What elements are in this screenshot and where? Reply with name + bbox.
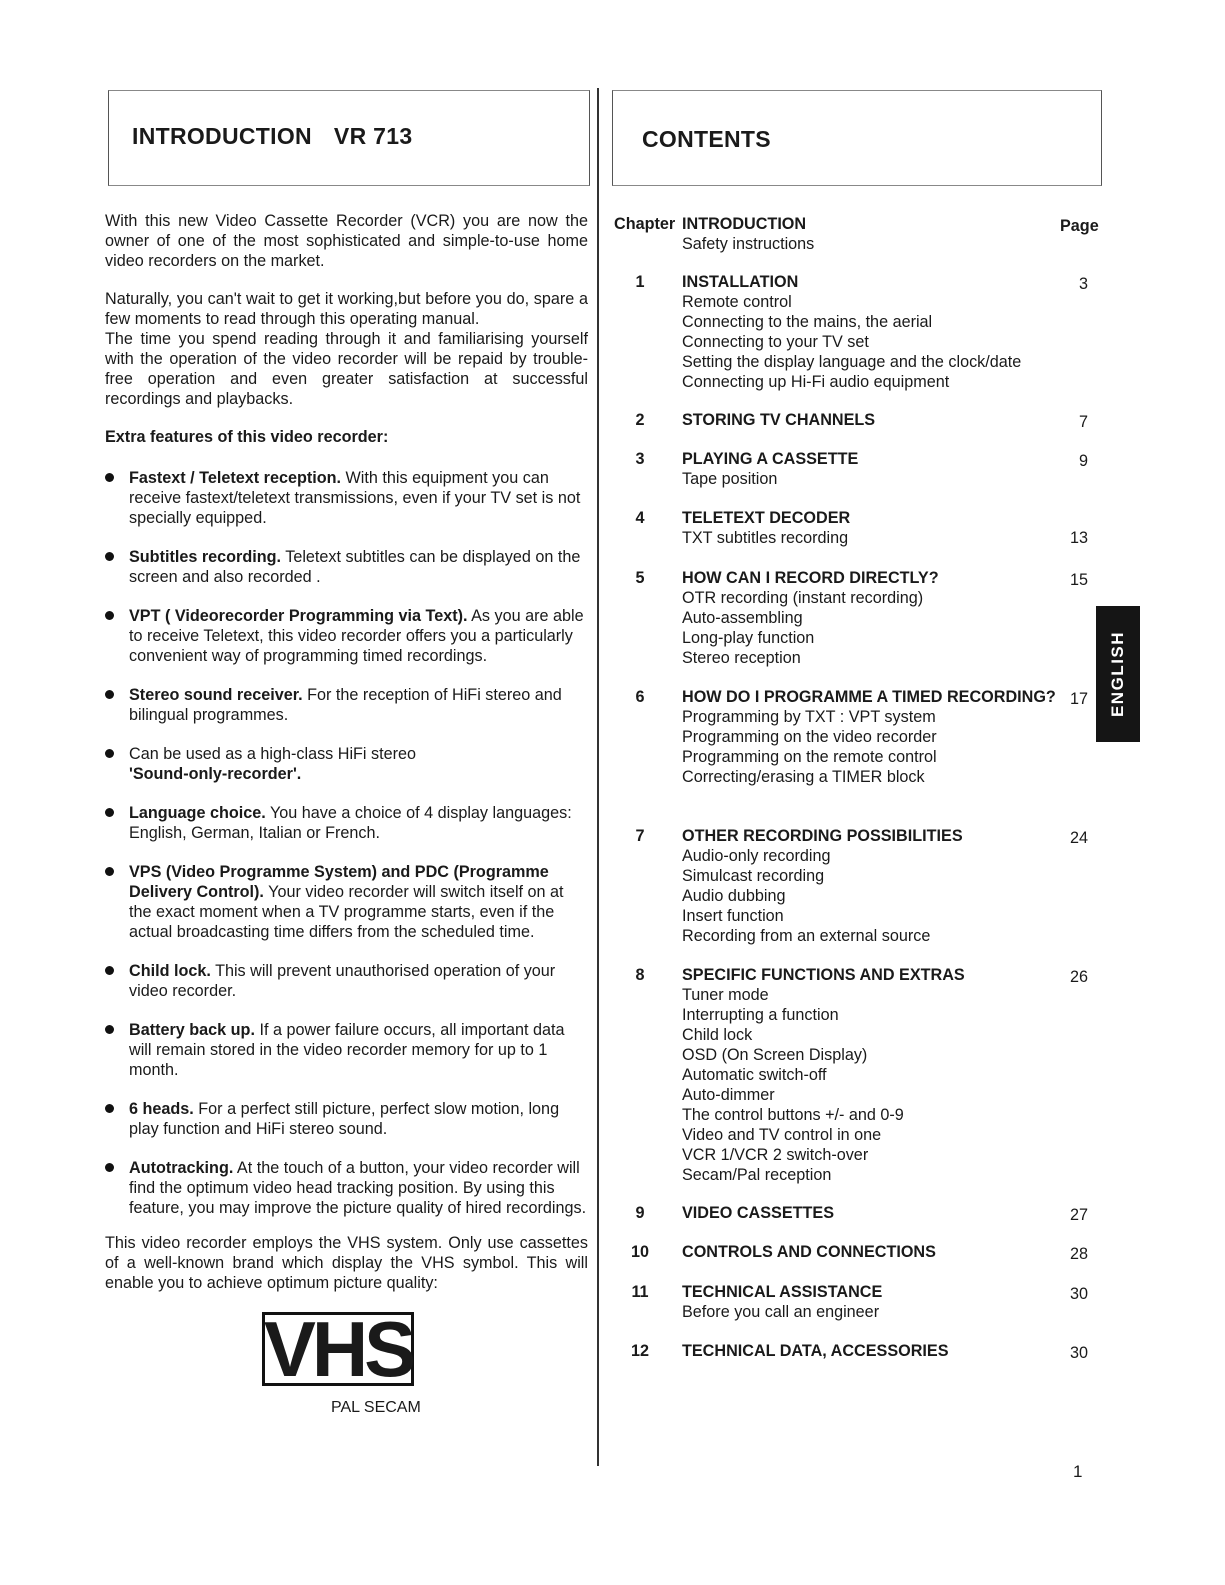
bullet-icon xyxy=(105,749,114,758)
feature-description: With this equipment you can receive fastext/teletext transmissions, even if your TV set is not specially equipped. xyxy=(129,469,581,527)
feature-name: Autotracking. xyxy=(129,1159,234,1177)
section-title: Video and TV control in one xyxy=(682,1126,882,1144)
feature-description: Can be used as a high-class HiFi stereo xyxy=(129,745,417,763)
feature-name: Battery back up. xyxy=(129,1021,255,1039)
feature-item xyxy=(105,606,588,666)
chapter-number: 8 xyxy=(635,966,645,984)
section-title: Connecting up Hi-Fi audio equipment xyxy=(682,373,950,391)
section-title: Setting the display language and the clock/date xyxy=(682,353,1022,371)
page-reference: 30 xyxy=(1069,1344,1088,1362)
toc-entry-body xyxy=(682,1242,1057,1262)
bullet-icon xyxy=(105,473,114,482)
feature-name: Subtitles recording. xyxy=(129,548,282,566)
section-title: Audio dubbing xyxy=(682,887,786,905)
chapter-number: 7 xyxy=(635,827,645,845)
chapter-title: OTHER RECORDING POSSIBILITIES xyxy=(682,827,963,845)
feature-item xyxy=(105,1099,588,1139)
chapter-title: TELETEXT DECODER xyxy=(682,509,851,527)
bullet-icon xyxy=(105,1025,114,1034)
chapter-title: STORING TV CHANNELS xyxy=(682,411,876,429)
feature-list xyxy=(105,468,588,1218)
toc-entry-body xyxy=(682,826,1057,946)
feature-description: Teletext subtitles can be displayed on the screen and also recorded . xyxy=(129,548,581,586)
feature-name: 6 heads. xyxy=(129,1100,194,1118)
feature-description: As you are able to receive Teletext, this video recorder offers you a particularly convenient way of programming timed recordings. xyxy=(129,607,584,665)
intro-heading xyxy=(132,123,412,150)
section-title: Programming on the remote control xyxy=(682,748,937,766)
bullet-icon xyxy=(105,690,114,699)
section-title: Connecting to your TV set xyxy=(682,333,869,351)
chapter-number: 9 xyxy=(635,1204,645,1222)
extras-heading: Extra features of this video recorder: xyxy=(105,428,389,446)
section-title: Correcting/erasing a TIMER block xyxy=(682,768,925,786)
feature-item xyxy=(105,468,588,528)
feature-name: Child lock. xyxy=(129,962,211,980)
page-reference: 17 xyxy=(1069,690,1088,708)
introduction-column xyxy=(105,211,588,1311)
chapter-column-header: Chapter xyxy=(614,215,676,233)
bullet-icon xyxy=(105,966,114,975)
section-title: Recording from an external source xyxy=(682,927,931,945)
section-title: Insert function xyxy=(682,907,784,925)
section-title: OSD (On Screen Display) xyxy=(682,1046,868,1064)
page-reference: 13 xyxy=(1069,529,1088,547)
toc-entry-body xyxy=(682,508,1057,548)
chapter-number: 4 xyxy=(635,509,645,527)
chapter-title: INTRODUCTION xyxy=(682,215,807,233)
section-title: Simulcast recording xyxy=(682,867,825,885)
feature-name: 'Sound-only-recorder'. xyxy=(129,765,302,783)
vhs-logo: VHS xyxy=(263,1305,413,1393)
feature-description: Your video recorder will switch itself on at the exact moment when a TV programme starts, even if the actual broadcasting time differs from the scheduled time. xyxy=(129,883,564,941)
section-title: Child lock xyxy=(682,1026,753,1044)
section-title: Auto-dimmer xyxy=(682,1086,775,1104)
feature-description: At the touch of a button, your video recorder will find the optimum video head tracking position. By using this feature, you may improve the picture quality of hired recordings. xyxy=(129,1159,587,1217)
feature-name: Language choice. xyxy=(129,804,266,822)
section-title: VCR 1/VCR 2 switch-over xyxy=(682,1146,869,1164)
page-reference: 24 xyxy=(1069,829,1088,847)
toc-entry-body xyxy=(682,272,1057,392)
section-title: Audio-only recording xyxy=(682,847,831,865)
section-title: Stereo reception xyxy=(682,649,801,667)
toc-entry-body xyxy=(682,1203,1057,1223)
section-title: Connecting to the mains, the aerial xyxy=(682,313,933,331)
chapter-number: 3 xyxy=(635,450,645,468)
bullet-icon xyxy=(105,808,114,817)
page-reference: 28 xyxy=(1069,1245,1088,1263)
chapter-number: 10 xyxy=(630,1243,649,1261)
toc-entry-body xyxy=(682,965,1057,1185)
intro-title: INTRODUCTION xyxy=(132,123,312,149)
bullet-icon xyxy=(105,1104,114,1113)
intro-paragraph-1: With this new Video Cassette Recorder (VCR) you are now the owner of one of the most sophisticated and simple-to-use home video recorders on the market. xyxy=(105,212,588,270)
section-title: TXT subtitles recording xyxy=(682,529,849,547)
bullet-icon xyxy=(105,867,114,876)
page-reference: 9 xyxy=(1078,452,1088,470)
page-reference: 27 xyxy=(1069,1206,1088,1224)
section-title: Automatic switch-off xyxy=(682,1066,827,1084)
toc-entry-body xyxy=(682,214,1057,254)
toc-entry-body xyxy=(682,1282,1057,1322)
chapter-number: 11 xyxy=(631,1283,649,1301)
intro-paragraph-2: Naturally, you can't wait to get it working,but before you do, spare a few moments to read through this operating manual. xyxy=(105,290,588,328)
feature-item xyxy=(105,1020,588,1080)
chapter-title: TECHNICAL DATA, ACCESSORIES xyxy=(682,1342,949,1360)
feature-item xyxy=(105,744,588,784)
feature-description: This will prevent unauthorised operation of your video recorder. xyxy=(129,962,556,1000)
section-title: Long-play function xyxy=(682,629,815,647)
toc-entry-body xyxy=(682,568,1057,668)
section-title: Programming by TXT : VPT system xyxy=(682,708,936,726)
column-divider xyxy=(597,88,599,1466)
chapter-title: INSTALLATION xyxy=(682,273,799,291)
page-reference: 30 xyxy=(1069,1285,1088,1303)
bullet-icon xyxy=(105,611,114,620)
chapter-title: CONTROLS AND CONNECTIONS xyxy=(682,1243,936,1261)
model-number: VR 713 xyxy=(333,123,413,149)
feature-name: VPT ( Videorecorder Programming via Text). xyxy=(129,607,468,625)
page-reference: 26 xyxy=(1069,968,1088,986)
chapter-title: TECHNICAL ASSISTANCE xyxy=(682,1283,883,1301)
page-reference: 3 xyxy=(1078,275,1088,293)
feature-item xyxy=(105,862,588,942)
feature-description: You have a choice of 4 display languages: English, German, Italian or French. xyxy=(129,804,572,842)
section-title: Secam/Pal reception xyxy=(682,1166,832,1184)
vhs-logo-subtitle: PAL SECAM xyxy=(331,1399,421,1416)
section-title: The control buttons +/- and 0-9 xyxy=(682,1106,904,1124)
chapter-title: HOW CAN I RECORD DIRECTLY? xyxy=(682,569,939,587)
toc-entry-body xyxy=(682,687,1057,787)
language-tab-label: ENGLISH xyxy=(1108,630,1127,718)
chapter-title: HOW DO I PROGRAMME A TIMED RECORDING? xyxy=(682,688,1056,706)
section-title: Interrupting a function xyxy=(682,1006,839,1024)
feature-description: For a perfect still picture, perfect slow motion, long play function and HiFi stereo sound. xyxy=(129,1100,560,1138)
vhs-closing-paragraph: This video recorder employs the VHS system. Only use cassettes of a well-known brand which display the VHS symbol. This will enable you to achieve optimum picture quality: xyxy=(105,1234,588,1292)
section-title: OTR recording (instant recording) xyxy=(682,589,924,607)
chapter-number: 1 xyxy=(635,273,645,291)
section-title: Before you call an engineer xyxy=(682,1303,880,1321)
section-title: Tape position xyxy=(682,470,778,488)
feature-description: If a power failure occurs, all important data will remain stored in the video recorder memory for up to 1 month. xyxy=(129,1021,565,1079)
chapter-number: 5 xyxy=(635,569,645,587)
page-column-header: Page xyxy=(1060,217,1099,235)
chapter-title: VIDEO CASSETTES xyxy=(682,1204,835,1222)
feature-item xyxy=(105,803,588,843)
bullet-icon xyxy=(105,552,114,561)
contents-title: CONTENTS xyxy=(642,126,771,152)
chapter-number: 2 xyxy=(635,411,645,429)
feature-item xyxy=(105,547,588,587)
section-title: Safety instructions xyxy=(682,235,815,253)
section-title: Remote control xyxy=(682,293,792,311)
feature-name: Fastext / Teletext reception. xyxy=(129,469,342,487)
page-reference: 7 xyxy=(1078,413,1088,431)
language-tab xyxy=(1096,606,1140,742)
toc-entry-body xyxy=(682,449,1057,489)
toc-entry-body xyxy=(682,1341,1057,1361)
chapter-number: 6 xyxy=(635,688,645,706)
page-number: 1 xyxy=(1073,1462,1083,1481)
feature-name: Stereo sound receiver. xyxy=(129,686,303,704)
section-title: Programming on the video recorder xyxy=(682,728,937,746)
bullet-icon xyxy=(105,1163,114,1172)
toc-entry-body xyxy=(682,410,1057,430)
feature-item xyxy=(105,961,588,1001)
chapter-title: SPECIFIC FUNCTIONS AND EXTRAS xyxy=(682,966,965,984)
section-title: Tuner mode xyxy=(682,986,769,1004)
chapter-number: 12 xyxy=(630,1342,649,1360)
feature-name: VPS (Video Programme System) and PDC (Programme Delivery Control). xyxy=(129,863,549,901)
chapter-title: PLAYING A CASSETTE xyxy=(682,450,859,468)
section-title: Auto-assembling xyxy=(682,609,803,627)
feature-item xyxy=(105,1158,588,1218)
feature-item xyxy=(105,685,588,725)
intro-paragraph-3: The time you spend reading through it and familiarising yourself with the operation of the video recorder will be repaid by trouble-free operation and even greater satisfaction at successful recordings and playbacks. xyxy=(105,330,588,408)
page-reference: 15 xyxy=(1069,571,1088,589)
feature-description: For the reception of HiFi stereo and bilingual programmes. xyxy=(129,686,562,724)
